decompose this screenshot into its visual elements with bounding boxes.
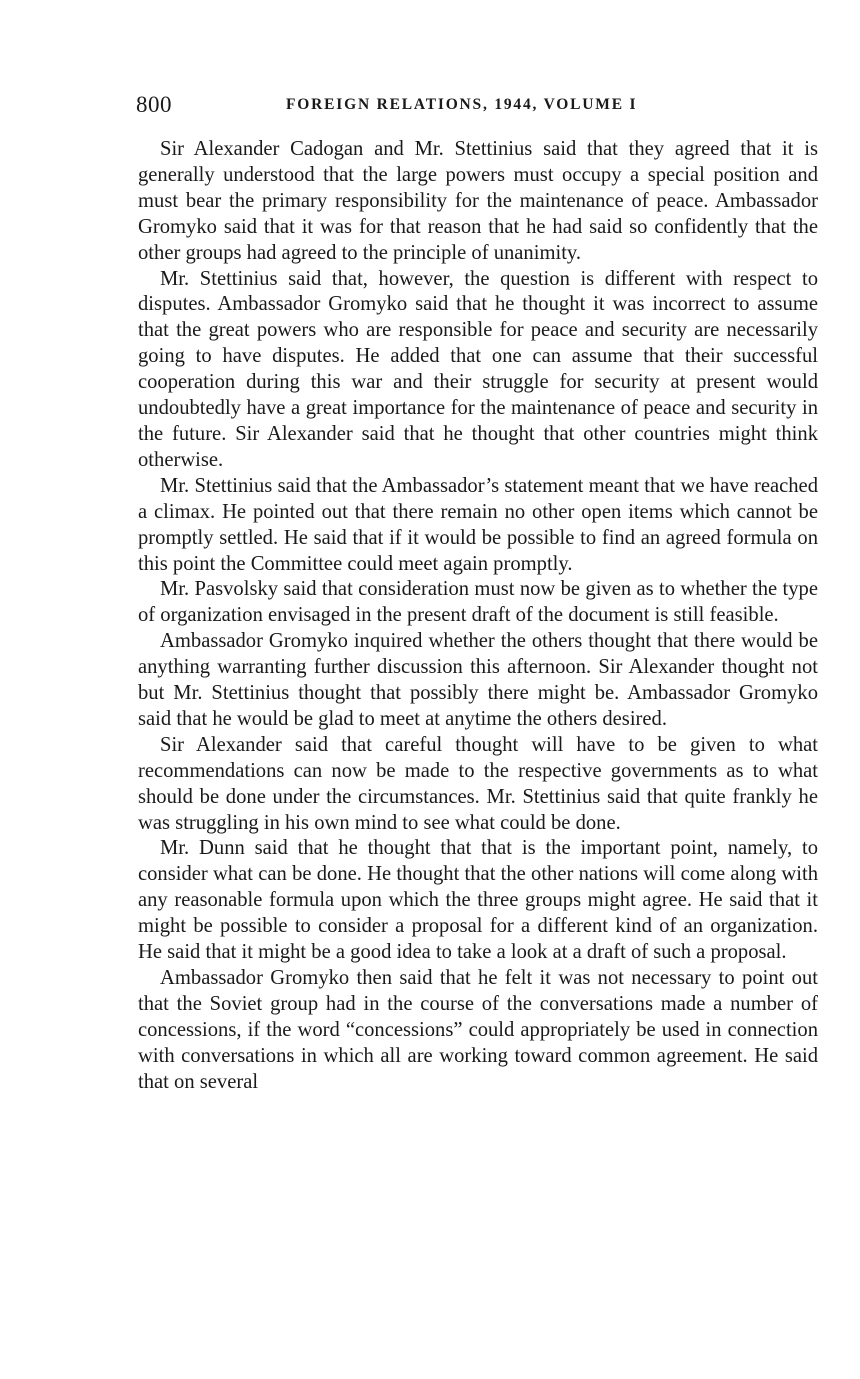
page-header — [136, 92, 826, 120]
paragraph: Ambassador Gromyko inquired whether the others thought that there would be anything warranting further discussion this afternoon. Sir Alexander thought not but Mr. Stettinius thought that possibly there might be. Ambassador Gromyko said that he would be glad to meet at anytime the others desired. — [138, 630, 818, 730]
page-number: 800 — [136, 92, 172, 117]
paragraph: Mr. Stettinius said that, however, the question is different with respect to disputes. Ambassador Gromyko said that he thought it was incorrect to assume that the great powers who are responsible for peace and security are necessarily going to have disputes. He added that one can assume that their successful cooperation during this war and their struggle for security at present would undoubtedly have a great importance for the maintenance of peace and security in the future. Sir Alexander said that he thought that other countries might think otherwise. — [138, 267, 818, 471]
running-head: FOREIGN RELATIONS, 1944, VOLUME I — [286, 96, 638, 113]
paragraph: Ambassador Gromyko then said that he felt it was not necessary to point out that the Soviet group had in the course of the conversations made a number of concessions, if the word “concessions” could appropriately be used in connection with conversations in which all are working toward common agreement. He said that on several — [138, 967, 818, 1093]
paragraph: Sir Alexander said that careful thought will have to be given to what recommendations can now be made to the respective governments as to what should be done under the circumstances. Mr. Stettinius said that quite frankly he was struggling in his own mind to see what could be done. — [138, 733, 818, 834]
paragraph: Mr. Dunn said that he thought that that is the important point, namely, to consider what can be done. He thought that the other nations will come along with any reasonable formula upon which the three groups might agree. He said that it might be possible to consider a proposal for a different kind of an organization. He said that it might be a good idea to take a look at a draft of such a proposal. — [138, 837, 818, 964]
body-text — [138, 137, 818, 1096]
paragraph: Mr. Pasvolsky said that consideration must now be given as to whether the type of organization envisaged in the present draft of the document is still feasible. — [138, 578, 818, 627]
paragraph: Sir Alexander Cadogan and Mr. Stettinius said that they agreed that it is generally understood that the large powers must occupy a special position and must bear the primary responsibility for the maintenance of peace. Ambassador Gromyko said that it was for that reason that he had said so confidently that the other groups had agreed to the principle of unanimity. — [138, 138, 818, 264]
paragraph: Mr. Stettinius said that the Ambassador’s statement meant that we have reached a climax. He pointed out that there remain no other open items which cannot be promptly settled. He said that if it would be possible to find an agreed formula on this point the Committee could meet again promptly. — [138, 474, 818, 575]
